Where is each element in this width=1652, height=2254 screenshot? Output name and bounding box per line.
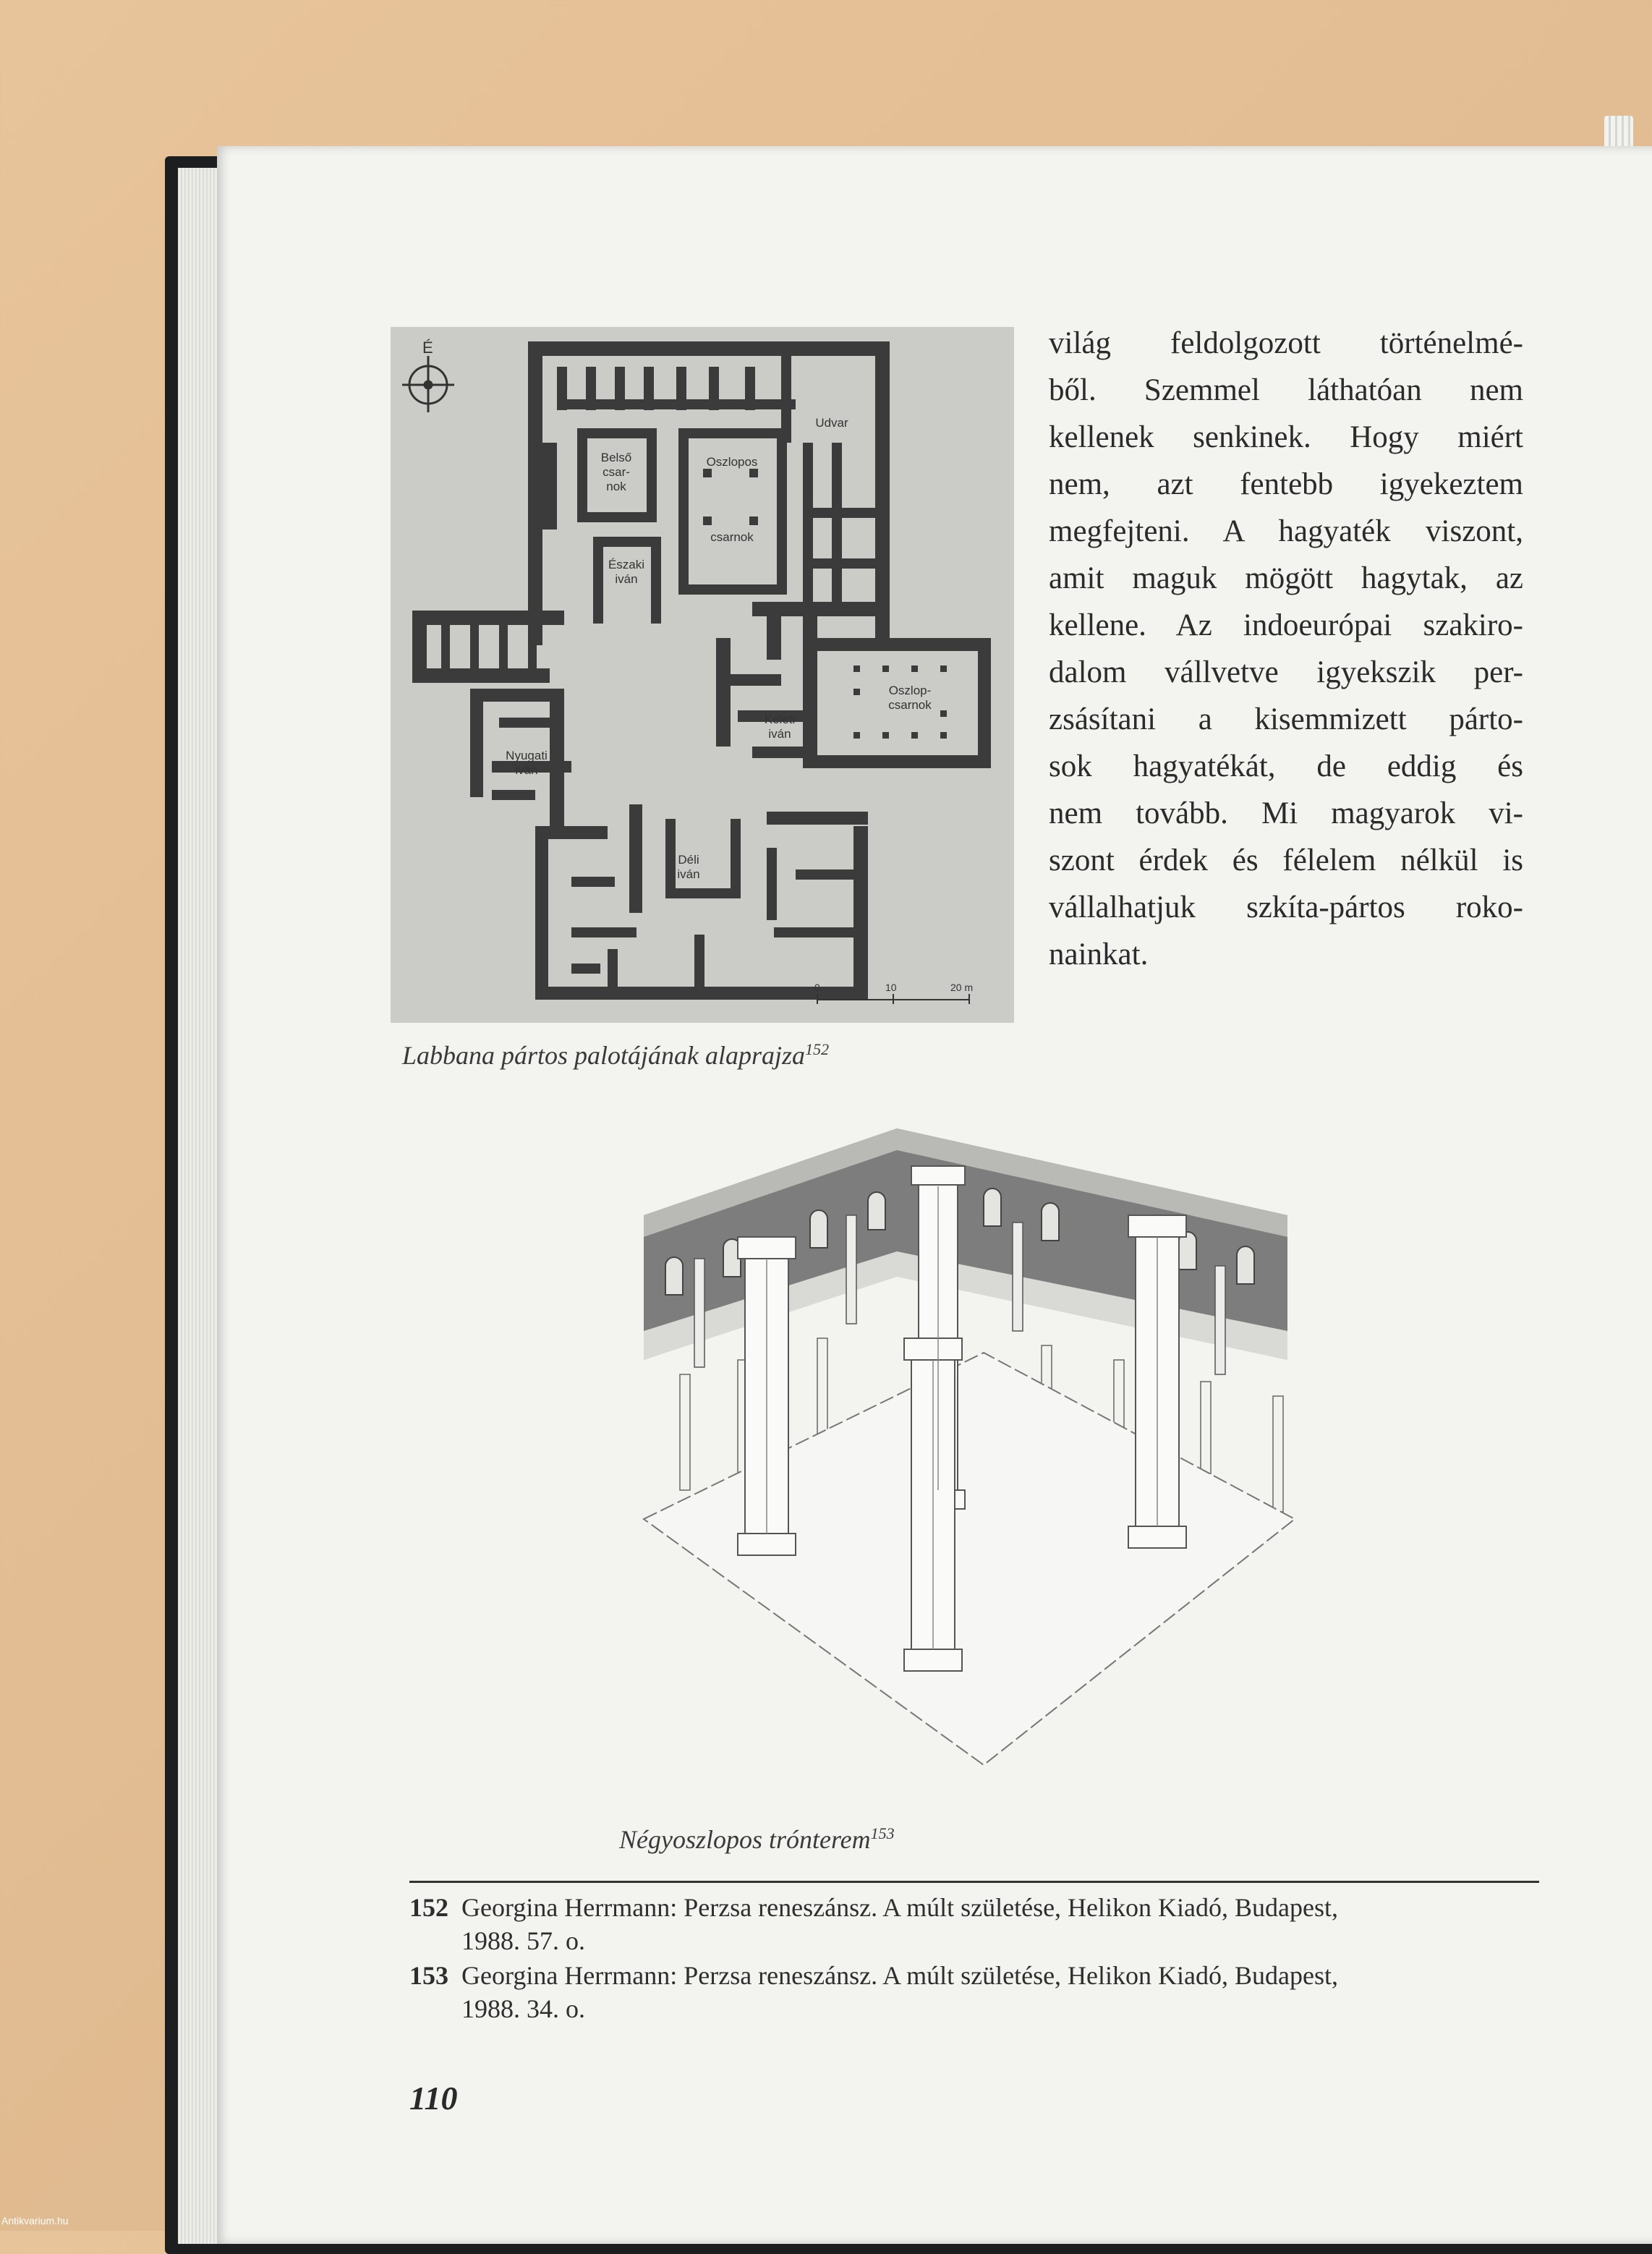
footnote-ref: 153: [870, 1824, 895, 1842]
label-oszlop-2: csarnok: [888, 698, 932, 712]
label-udvar: Udvar: [815, 416, 848, 430]
label-keleti-2: iván: [768, 727, 791, 741]
page-number: 110: [409, 2080, 458, 2117]
label-belso-3: nok: [606, 480, 626, 493]
body-line: megfejteni. A hagyaték viszont,: [1049, 514, 1523, 548]
footnote-text-continued: 1988. 34. o.: [461, 1994, 585, 2023]
body-line: nem, azt fentebb igyekeztem: [1049, 467, 1523, 501]
body-line: vállalhatjuk szkíta-pártos roko-: [1049, 890, 1523, 924]
footnote-number: 153: [409, 1961, 448, 1990]
caption-text: Négyoszlopos trónterem: [619, 1825, 871, 1854]
body-line: zsásítani a kisemmizett párto-: [1049, 702, 1523, 736]
scale-label-20: 20 m: [950, 982, 974, 993]
scale-label-10: 10: [885, 982, 897, 993]
footnote: [409, 1891, 1539, 1957]
watermark: Antikvarium.hu: [1, 2215, 69, 2227]
figure-caption-throne-room: [619, 1824, 895, 1855]
footnote-number: 152: [409, 1893, 448, 1922]
label-belso-1: Belső: [600, 451, 632, 464]
body-line: szont érdek és félelem nélkül is: [1049, 843, 1523, 877]
label-nyugati-1: Nyugati: [506, 749, 548, 762]
body-line: amit maguk mögött hagytak, az: [1049, 561, 1523, 595]
footnote-ref: 152: [805, 1040, 830, 1058]
label-oszlopos-1: Oszlopos: [706, 455, 758, 469]
label-belso-2: csar-: [603, 465, 630, 479]
label-oszlop-1: Oszlop-: [888, 684, 932, 697]
body-line: ből. Szemmel láthatóan nem: [1049, 373, 1523, 407]
floor-plan-walls: [412, 341, 991, 1000]
label-deli-1: Déli: [678, 853, 699, 867]
figure-caption-floor-plan: [402, 1040, 829, 1071]
body-line: nem tovább. Mi magyarok vi-: [1049, 796, 1523, 830]
body-line: kellene. Az indoeurópai szakiro-: [1049, 608, 1523, 642]
body-line: sok hagyatékát, de eddig és: [1049, 749, 1523, 783]
throne-room-drawing: [636, 1114, 1302, 1794]
scale-label-0: 0: [814, 982, 820, 993]
body-line: nainkat.: [1049, 937, 1149, 971]
label-deli-2: iván: [677, 867, 700, 881]
body-line: dalom vállvetve igyekszik per-: [1049, 655, 1523, 689]
floor-plan-drawing: [391, 327, 1014, 1023]
footnote-divider: [409, 1881, 1539, 1883]
footnote-text: Georgina Herrmann: Perzsa reneszánsz. A múlt születése, Helikon Kiadó, Budapest,: [461, 1961, 1338, 1990]
footnote-text-continued: 1988. 57. o.: [461, 1926, 585, 1955]
label-eszaki-1: Északi: [608, 558, 645, 571]
body-line: kellenek senkinek. Hogy miért: [1049, 420, 1523, 454]
caption-text: Labbana pártos palotájának alaprajza: [402, 1041, 806, 1070]
label-keleti-1: Keleti: [764, 713, 796, 726]
body-text: [1049, 320, 1523, 978]
throne-room-figure: [636, 1114, 1302, 1794]
footnote: [409, 1959, 1539, 2025]
footnote-text: Georgina Herrmann: Perzsa reneszánsz. A múlt születése, Helikon Kiadó, Budapest,: [461, 1893, 1338, 1922]
label-nyugati-2: iván: [515, 763, 538, 777]
compass-label: É: [422, 339, 433, 357]
floor-plan-figure: [391, 327, 1014, 1023]
compass-icon: [402, 356, 454, 412]
page-edges: [178, 168, 221, 2244]
label-oszlopos-2: csarnok: [710, 530, 754, 544]
label-eszaki-2: iván: [615, 572, 638, 586]
body-line: világ feldolgozott történelmé-: [1049, 326, 1523, 360]
